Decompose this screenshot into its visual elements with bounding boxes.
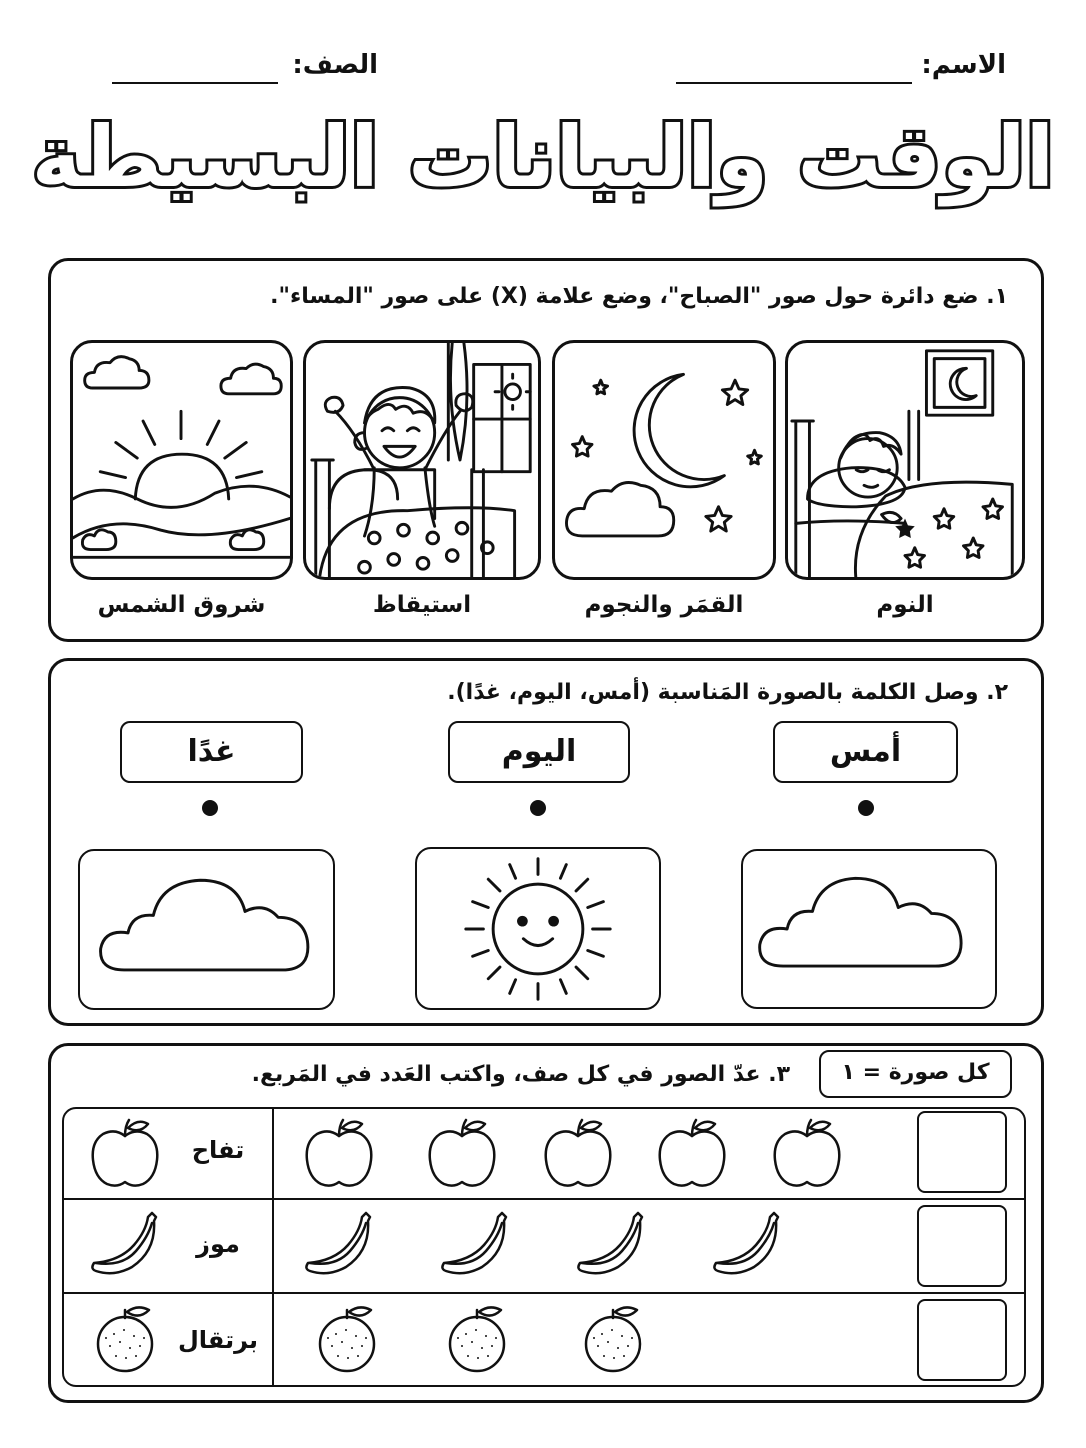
table-divider	[62, 1292, 1026, 1294]
q2-instruction: ٢. وصل الكلمة بالصورة المَناسبة (أمس، اليوم، غدًا).	[447, 680, 1008, 705]
class-field[interactable]	[112, 82, 278, 84]
picture-sun[interactable]	[415, 847, 661, 1010]
cloud-icon	[743, 851, 995, 1007]
caption-sunrise: شروق الشمس	[97, 592, 266, 618]
table-divider	[272, 1107, 274, 1387]
banana-label-icon	[90, 1209, 160, 1281]
orange-label-icon	[90, 1302, 160, 1374]
word-tomorrow[interactable]: غدًا	[120, 721, 303, 783]
apple-label-icon	[90, 1116, 160, 1188]
orange-icon	[578, 1302, 648, 1374]
fruit-label-apple: تفاح	[191, 1136, 245, 1164]
page-title: الوقت والبيانات البسيطة	[31, 108, 1055, 206]
card-sunrise[interactable]	[70, 340, 293, 580]
sunrise-icon	[73, 343, 290, 577]
cloud-icon	[80, 851, 333, 1008]
dot-tomorrow[interactable]	[202, 800, 218, 816]
card-sleeping[interactable]	[785, 340, 1025, 580]
dot-today[interactable]	[530, 800, 546, 816]
answer-box-banana[interactable]	[917, 1205, 1007, 1287]
caption-moon-stars: القمَر والنجوم	[584, 592, 744, 618]
card-moon-stars[interactable]	[552, 340, 776, 580]
caption-waking: استيقاظ	[372, 592, 472, 618]
apple-icon	[427, 1116, 497, 1188]
apple-icon	[304, 1116, 374, 1188]
apple-icon	[657, 1116, 727, 1188]
orange-icon	[442, 1302, 512, 1374]
word-yesterday[interactable]: أمس	[773, 721, 958, 783]
moon-and-stars-icon	[555, 343, 773, 577]
name-label: الاسم:	[921, 50, 1006, 80]
table-divider	[62, 1198, 1026, 1200]
key-box: كل صورة = ١	[819, 1050, 1012, 1098]
smiling-sun-icon	[417, 849, 659, 1008]
name-field[interactable]	[676, 82, 912, 84]
word-today[interactable]: اليوم	[448, 721, 630, 783]
picture-cloud-right[interactable]	[741, 849, 997, 1009]
picture-cloud-left[interactable]	[78, 849, 335, 1010]
class-label: الصف:	[292, 50, 378, 80]
q3-instruction: ٣. عدّ الصور في كل صف، واكتب العَدد في المَربع.	[251, 1062, 790, 1087]
waking-child-icon	[306, 343, 538, 577]
fruit-label-banana: موز	[196, 1230, 240, 1258]
apple-icon	[772, 1116, 842, 1188]
caption-sleeping: النوم	[876, 592, 934, 618]
answer-box-apple[interactable]	[917, 1111, 1007, 1193]
dot-yesterday[interactable]	[858, 800, 874, 816]
banana-icon	[440, 1209, 510, 1281]
sleeping-child-icon	[788, 343, 1022, 577]
card-waking[interactable]	[303, 340, 541, 580]
banana-icon	[304, 1209, 374, 1281]
answer-box-orange[interactable]	[917, 1299, 1007, 1381]
banana-icon	[576, 1209, 646, 1281]
q1-instruction: ١. ضع دائرة حول صور "الصباح"، وضع علامة (X) على صور "المساء".	[270, 284, 1008, 309]
fruit-label-orange: برتقال	[177, 1326, 259, 1354]
apple-icon	[543, 1116, 613, 1188]
banana-icon	[712, 1209, 782, 1281]
orange-icon	[312, 1302, 382, 1374]
